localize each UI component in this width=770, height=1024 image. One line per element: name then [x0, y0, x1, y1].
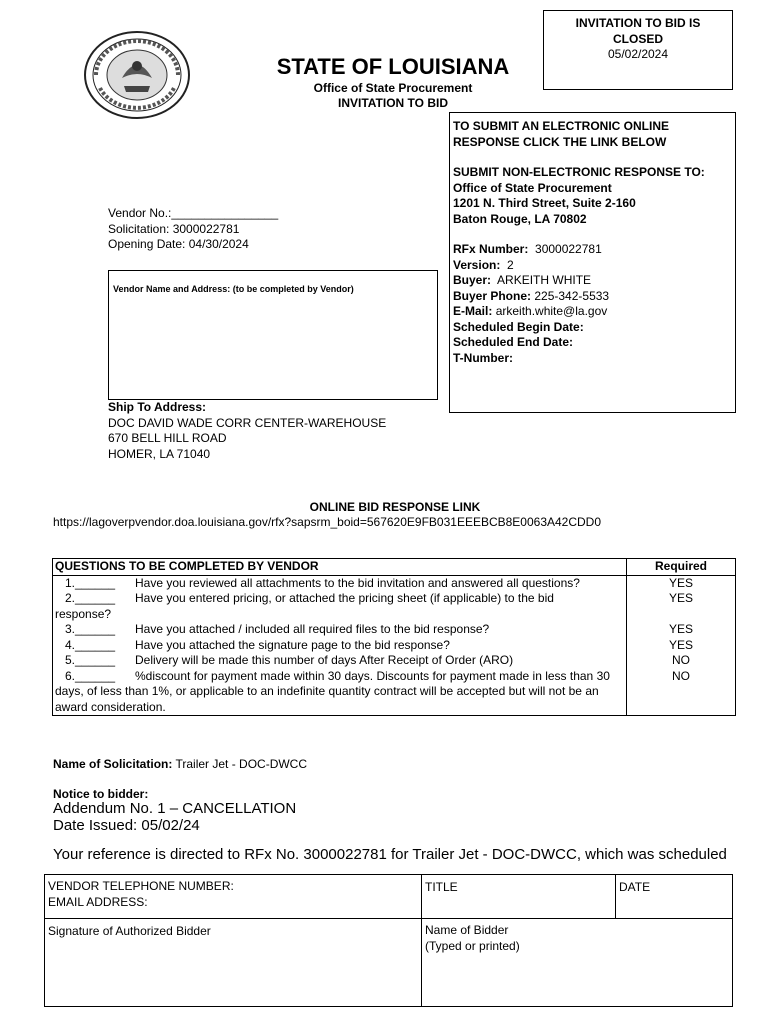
state-seal-logo	[82, 30, 192, 120]
office-name: Office of State Procurement	[313, 81, 473, 95]
date-cell[interactable]	[616, 875, 733, 919]
date-issued: Date Issued: 05/02/24	[53, 817, 200, 834]
vendor-box-label: Vendor Name and Address: (to be completed by Vendor)	[113, 284, 354, 294]
address-line3: Baton Rouge, LA 70802	[453, 211, 587, 226]
rfx-number: RFx Number: 3000022781	[453, 242, 602, 256]
table-row[interactable]: 4.______ Have you attached the signature page to the bid response? YES	[53, 638, 736, 654]
nonelectronic-heading: SUBMIT NON-ELECTRONIC RESPONSE TO:	[453, 165, 705, 179]
bidder-name-cell[interactable]	[422, 919, 733, 1007]
address-line1: Office of State Procurement	[453, 180, 612, 195]
bidder-name-sublabel: (Typed or printed)	[425, 938, 520, 953]
vendor-name-address-box[interactable]	[108, 270, 438, 400]
status-date: 05/02/2024	[607, 47, 669, 61]
table-row[interactable]: 5.______ Delivery will be made this number of days After Receipt of Order (ARO) NO	[53, 653, 736, 669]
status-line2: CLOSED	[612, 31, 663, 46]
ship-to-line3: HOMER, LA 71040	[108, 446, 211, 461]
table-row[interactable]: 2.______ Have you entered pricing, or attached the pricing sheet (if applicable) to the bid response? YES	[53, 591, 736, 622]
date-label: DATE	[619, 880, 651, 894]
notice-label: Notice to bidder:	[53, 787, 149, 801]
address-line2: 1201 N. Third Street, Suite 2-160	[453, 196, 636, 210]
questions-header-row	[53, 559, 736, 576]
page-title: STATE OF LOUISIANA	[276, 54, 510, 79]
reference-text: Your reference is directed to RFx No. 3000022781 for Trailer Jet - DOC-DWCC, which was scheduled	[53, 846, 727, 863]
signature-label: Signature of Authorized Bidder	[48, 924, 211, 938]
vendor-phone-email-cell[interactable]	[45, 875, 422, 919]
t-number: T-Number:	[453, 350, 513, 365]
solicitation-name: Name of Solicitation: Trailer Jet - DOC-DWCC	[53, 757, 308, 771]
ship-to-line2: 670 BELL HILL ROAD	[108, 431, 227, 445]
scheduled-begin-date: Scheduled Begin Date:	[453, 319, 584, 334]
title-cell[interactable]	[422, 875, 616, 919]
opening-date: Opening Date: 04/30/2024	[108, 237, 249, 251]
vendor-phone-label: VENDOR TELEPHONE NUMBER:	[48, 879, 234, 893]
electronic-line2: RESPONSE CLICK THE LINK BELOW	[453, 134, 667, 149]
table-row[interactable]: 3.______ Have you attached / included all required files to the bid response? YES	[53, 622, 736, 638]
ship-to-label: Ship To Address:	[108, 400, 207, 414]
status-line1: INVITATION TO BID IS	[575, 16, 701, 30]
required-header: Required	[627, 559, 736, 576]
questions-header: QUESTIONS TO BE COMPLETED BY VENDOR	[53, 559, 627, 576]
signature-cell[interactable]	[45, 919, 422, 1007]
solicitation-number: Solicitation: 3000022781	[108, 221, 240, 236]
vendor-no-field[interactable]: Vendor No.:________________	[108, 206, 279, 220]
electronic-line1: TO SUBMIT AN ELECTRONIC ONLINE	[453, 119, 669, 133]
vendor-email-label: EMAIL ADDRESS:	[48, 894, 148, 909]
bid-status-box	[543, 10, 733, 90]
buyer-phone: Buyer Phone: 225-342-5533	[453, 288, 610, 303]
scheduled-end-date: Scheduled End Date:	[453, 335, 574, 349]
online-bid-link[interactable]: https://lagoverpvendor.doa.louisiana.gov/rfx?sapsrm_boid=567620E9FB031EEEBCB8E0063A42CDD0	[53, 515, 602, 529]
questions-table	[52, 558, 736, 716]
vendor-info	[108, 206, 278, 253]
addendum-title: Addendum No. 1 – CANCELLATION	[53, 800, 297, 817]
ship-to-line1: DOC DAVID WADE CORR CENTER-WAREHOUSE	[108, 415, 387, 430]
table-row[interactable]: 1.______ Have you reviewed all attachments to the bid invitation and answered all questions? YES	[53, 575, 736, 591]
online-link-heading: ONLINE BID RESPONSE LINK	[309, 500, 481, 514]
document-type: INVITATION TO BID	[338, 96, 448, 110]
submit-response-box	[449, 112, 736, 413]
title-label: TITLE	[425, 880, 458, 894]
version: Version: 2	[453, 257, 514, 272]
ship-to-address	[108, 400, 386, 462]
bidder-name-label: Name of Bidder	[425, 923, 509, 937]
table-row[interactable]: 6.______ %discount for payment made within 30 days. Discounts for payment made in less than 30 days, of less than 1%, or applicable to an indefinite quantity contract will be accepted but will not be an award consideration. NO	[53, 669, 736, 716]
signature-table	[44, 874, 733, 1007]
buyer: Buyer: ARKEITH WHITE	[453, 273, 592, 287]
buyer-email: E-Mail: arkeith.white@la.gov	[453, 304, 608, 318]
